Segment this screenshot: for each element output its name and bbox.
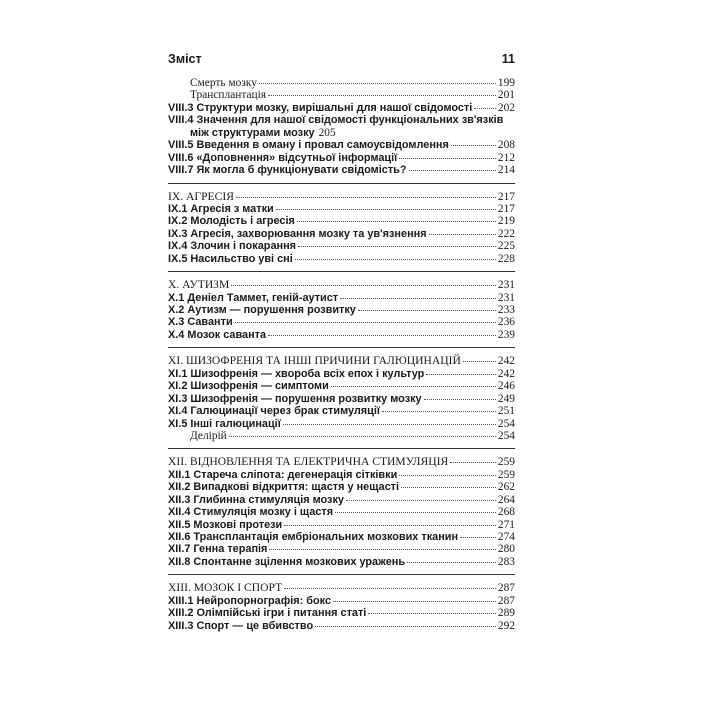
chapter-divider (168, 574, 515, 575)
toc-entry-title: XI.5 Інші галюцинації (168, 417, 281, 430)
dot-leader (297, 221, 496, 222)
toc-entry-page-number: 233 (497, 304, 515, 316)
toc-entry-title: VIII.4 Значення для нашої свідомості функціональних зв'язків (168, 114, 504, 127)
toc-entry-title: XII.2 Випадкові відкриття: щастя у нещасті (168, 481, 400, 494)
dot-leader (284, 588, 496, 589)
dot-leader (401, 487, 496, 488)
toc-entry-title: XII.5 Мозкові протези (168, 518, 283, 531)
toc-section-entry[interactable] (168, 494, 515, 506)
toc-entry-page-number: 268 (497, 506, 515, 519)
toc-section-entry[interactable] (168, 620, 515, 632)
toc-subentry[interactable] (168, 77, 515, 89)
toc-entry-page-number: 289 (497, 607, 515, 620)
toc-entry-title: VIII.7 Як могла б функціонувати свідомість? (168, 164, 407, 177)
toc-section-entry[interactable] (168, 393, 515, 405)
toc-section-entry[interactable] (168, 203, 515, 215)
dot-leader (298, 246, 496, 247)
toc-entry-page-number: 254 (497, 417, 515, 430)
toc-entry-title: X.1 Деніел Таммет, геній-аутист (168, 291, 339, 304)
dot-leader (229, 436, 496, 437)
toc-entry-title: VIII.5 Введення в оману і провал самоусвідомлення (168, 139, 449, 152)
dot-leader (268, 95, 496, 96)
toc-entry-page-number: 236 (497, 316, 515, 329)
toc-entry-title: XIII.1 Нейропорнографія: бокс (168, 594, 332, 607)
toc-section-entry[interactable] (168, 139, 515, 151)
dot-leader (276, 209, 496, 210)
toc-chapter-entry[interactable] (168, 355, 515, 367)
toc-entry-title: між структурами мозку (190, 126, 315, 139)
toc-section-entry[interactable] (168, 253, 515, 265)
dot-leader (283, 424, 496, 425)
toc-entry-page-number: 246 (497, 380, 515, 393)
toc-entry-title: XIII.2 Олімпійські ігри і питання статі (168, 607, 367, 620)
toc-section-entry[interactable] (168, 543, 515, 555)
toc-subentry[interactable] (168, 430, 515, 442)
toc-entry-title: IX.4 Злочин і покарання (168, 240, 297, 253)
toc-chapter-entry[interactable] (168, 582, 515, 594)
dot-leader (269, 549, 496, 550)
toc-entry-page-number: 225 (497, 240, 515, 253)
toc-section-entry[interactable] (168, 380, 515, 392)
toc-section-entry[interactable] (168, 114, 515, 126)
toc-entry-title: X.2 Аутизм — порушення розвитку (168, 304, 356, 316)
toc-chapter-entry[interactable] (168, 191, 515, 203)
toc-section-entry[interactable] (168, 228, 515, 240)
toc-entry-title: XII.1 Стареча сліпота: дегенерація сітківки (168, 468, 398, 481)
dot-leader (399, 475, 496, 476)
running-head (168, 52, 515, 66)
toc-entry-title: VIII.3 Структури мозку, вирішальні для нашої свідомості (168, 101, 473, 114)
toc-entry-page-number: 259 (497, 468, 515, 481)
dot-leader (259, 83, 496, 84)
dot-leader (409, 170, 496, 171)
toc-entry-title: X.4 Мозок саванта (168, 328, 267, 341)
toc-entry-page-number: 287 (497, 594, 515, 607)
dot-leader (460, 537, 496, 538)
toc-entry-title: IX.5 Насильство уві сні (168, 252, 293, 265)
toc-entry-title: VIII.6 «Доповнення» відсутньої інформації (168, 151, 398, 164)
toc-entry-page-number: 208 (497, 139, 515, 152)
toc-entry-title: XI.1 Шизофренія — хвороба всіх епох і культур (168, 367, 425, 380)
toc-section-entry[interactable] (168, 607, 515, 619)
toc-section-entry[interactable] (168, 418, 515, 430)
toc-entry-page-number: 202 (497, 101, 515, 114)
page-number: 11 (501, 52, 515, 66)
toc-entry-title: IX.2 Молодість і агресія (168, 215, 295, 228)
dot-leader (368, 613, 496, 614)
toc-entry-page-number: 287 (497, 582, 515, 595)
toc-section-entry[interactable] (168, 329, 515, 341)
toc-entry-page-number: 214 (497, 164, 515, 177)
toc-entry-title: Трансплантація (190, 89, 267, 102)
dot-leader (331, 386, 496, 387)
toc-entry-title: IX. АГРЕСІЯ (168, 189, 234, 203)
toc-section-entry[interactable] (168, 164, 515, 176)
toc-entry-title: XII. ВІДНОВЛЕННЯ ТА ЕЛЕКТРИЧНА СТИМУЛЯЦІЯ (168, 455, 449, 469)
running-head-title: Зміст (168, 52, 202, 66)
toc-entry-page-number: 217 (497, 202, 515, 215)
toc-section-entry[interactable] (168, 506, 515, 518)
dot-leader (451, 145, 496, 146)
toc-entry-page-number: 205 (318, 126, 336, 139)
toc-section-entry[interactable] (168, 481, 515, 493)
toc-entry-page-number: 219 (497, 215, 515, 228)
dot-leader (340, 298, 496, 299)
toc-section-entry[interactable] (168, 292, 515, 304)
toc-entry-page-number: 242 (497, 355, 515, 368)
toc-entry-title: X.3 Саванти (168, 316, 233, 329)
toc-entry-page-number: 222 (497, 227, 515, 240)
toc-section-entry[interactable] (168, 368, 515, 380)
toc-section-entry[interactable] (168, 152, 515, 164)
dot-leader (235, 322, 496, 323)
chapter-divider (168, 183, 515, 184)
dot-leader (463, 361, 496, 362)
toc-section-entry[interactable] (168, 531, 515, 543)
dot-leader (295, 259, 496, 260)
toc-chapter-entry[interactable] (168, 456, 515, 468)
dot-leader (450, 462, 496, 463)
toc-section-entry[interactable] (168, 316, 515, 328)
dot-leader (399, 158, 496, 159)
toc-entry-title: Смерть мозку (190, 77, 257, 89)
toc-entry-title: XIII.3 Спорт — це вбивство (168, 619, 314, 632)
toc-entry-page-number: 274 (497, 531, 515, 543)
toc-entry-page-number: 231 (497, 279, 515, 292)
dot-leader (315, 626, 496, 627)
toc-entry-page-number: 292 (497, 619, 515, 632)
toc-subentry[interactable] (168, 89, 515, 101)
toc-entry-title: X. АУТИЗМ (168, 278, 230, 292)
toc-section-entry[interactable] (168, 102, 515, 114)
toc-entry-page-number: 254 (497, 429, 515, 442)
dot-leader (429, 234, 496, 235)
toc-entry-page-number: 199 (497, 77, 515, 89)
toc-entry-title: XI.3 Шизофренія — порушення розвитку мозку (168, 392, 422, 405)
toc-entry-page-number: 283 (497, 555, 515, 568)
toc-entry-title: XI. ШИЗОФРЕНІЯ ТА ІНШІ ПРИЧИНИ ГАЛЮЦИНАЦІЙ (168, 354, 461, 368)
dot-leader (231, 285, 496, 286)
toc-section-entry[interactable] (168, 240, 515, 252)
toc-entry-title: XII.3 Глибинна стимуляція мозку (168, 493, 344, 506)
toc-entry-title: XIII. МОЗОК І СПОРТ (168, 581, 283, 595)
toc-entry-continuation[interactable] (168, 127, 515, 139)
toc-section-entry[interactable] (168, 215, 515, 227)
toc-entry-title: XI.4 Галюцинації через брак стимуляції (168, 405, 380, 418)
dot-leader (346, 500, 496, 501)
toc-section-entry[interactable] (168, 519, 515, 531)
toc-section-entry[interactable] (168, 405, 515, 417)
dot-leader (358, 310, 496, 311)
dot-leader (236, 197, 496, 198)
toc-chapter-entry[interactable] (168, 279, 515, 291)
toc-entry-title: XII.4 Стимуляція мозку і щастя (168, 506, 334, 519)
toc-entry-page-number: 228 (497, 252, 515, 265)
toc-entry-title: XI.2 Шизофренія — симптоми (168, 380, 329, 393)
dot-leader (424, 399, 496, 400)
toc-entry-page-number: 280 (497, 543, 515, 556)
toc-section-entry[interactable] (168, 556, 515, 568)
chapter-divider (168, 347, 515, 348)
toc-entry-page-number: 271 (497, 518, 515, 531)
toc-entry-title: IX.3 Агресія, захворювання мозку та ув'язнення (168, 227, 427, 240)
toc-entry-title: Делірій (190, 429, 227, 442)
toc-entry-page-number: 239 (497, 328, 515, 341)
toc-entry-page-number: 264 (497, 493, 515, 506)
toc-entry-page-number: 242 (497, 367, 515, 380)
dot-leader (474, 108, 496, 109)
dot-leader (426, 374, 496, 375)
dot-leader (284, 525, 496, 526)
toc-section-entry[interactable] (168, 469, 515, 481)
toc-entry-title: IX.1 Агресія з матки (168, 202, 274, 215)
toc-entry-page-number: 249 (497, 392, 515, 405)
dot-leader (382, 411, 496, 412)
toc-section-entry[interactable] (168, 595, 515, 607)
toc-section-entry[interactable] (168, 304, 515, 316)
toc-entry-page-number: 262 (497, 481, 515, 494)
dot-leader (333, 601, 496, 602)
toc-entry-page-number: 201 (497, 89, 515, 102)
dot-leader (407, 562, 496, 563)
toc-entry-title: XII.8 Спонтанне зцілення мозкових уражень (168, 555, 406, 568)
toc-entry-page-number: 251 (497, 405, 515, 418)
chapter-divider (168, 271, 515, 272)
chapter-divider (168, 448, 515, 449)
toc-entry-page-number: 231 (497, 291, 515, 304)
toc-entry-page-number: 212 (497, 151, 515, 164)
toc-entry-page-number: 259 (497, 456, 515, 469)
toc-entry-title: XII.7 Генна терапія (168, 543, 268, 556)
dot-leader (335, 512, 496, 513)
dot-leader (268, 335, 496, 336)
toc-entry-title: XII.6 Трансплантація ембріональних мозкових тканин (168, 531, 459, 543)
toc-entry-page-number: 217 (497, 190, 515, 203)
table-of-contents (168, 77, 515, 632)
